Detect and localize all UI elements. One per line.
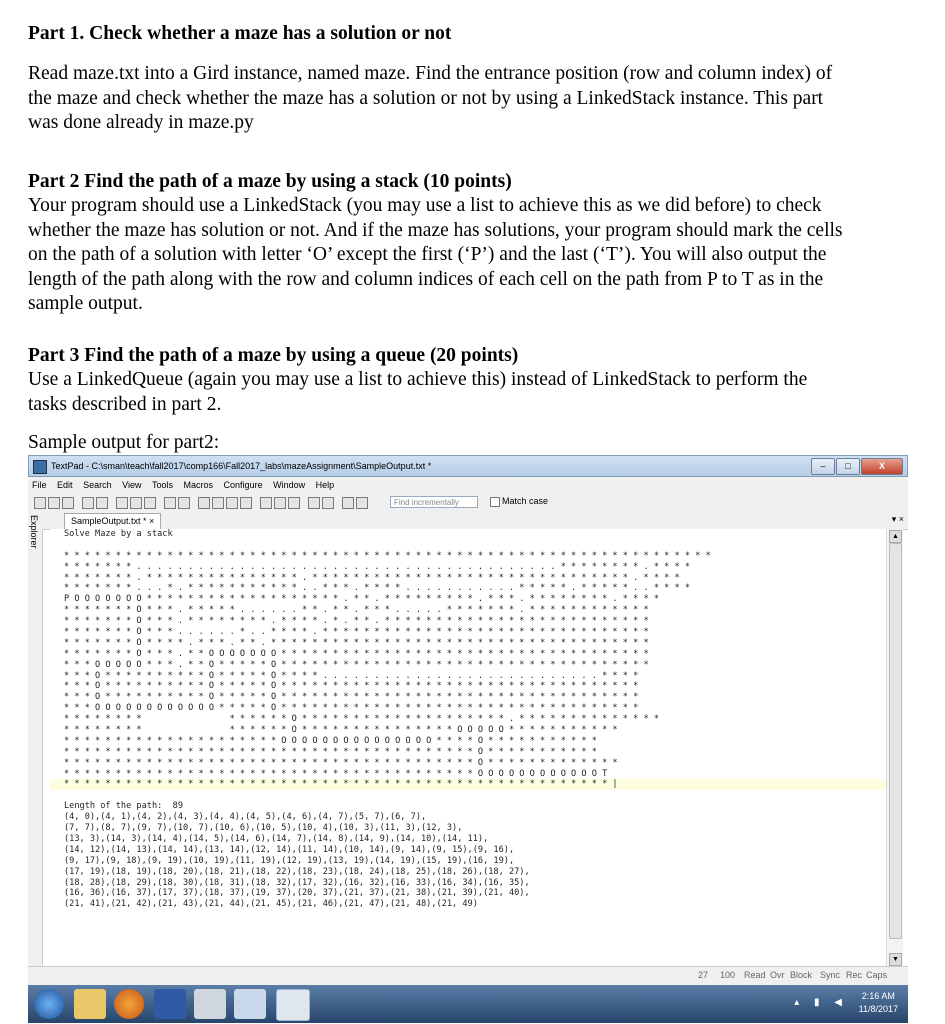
editor-line: * * * * * * * * * * * * * * * * * * * * * * * * * * * * * * * * * * * * * * * * * * * * * * * * * * * * * | — [50, 779, 886, 790]
editor-line: (14, 12),(14, 13),(14, 14),(13, 14),(12, 14),(11, 14),(10, 14),(9, 14),(9, 15),(9, 16), — [64, 844, 515, 855]
menu-configure[interactable]: Configure — [223, 480, 263, 490]
editor-line: * * * O O O O O * * * . * * O * * * * * O * * * * * * * * * * * * * * * * * * * * * * * * * * * * * * * * * * * * — [64, 659, 649, 670]
editor-line: * * * * * * * O * * * . * * O O O O O O O * * * * * * * * * * * * * * * * * * * * * * * * * * * * * * * * * * * * — [64, 648, 649, 659]
firefox-icon[interactable] — [114, 989, 144, 1019]
editor-line: (13, 3),(14, 3),(14, 4),(14, 5),(14, 6),(14, 7),(14, 8),(14, 9),(14, 10),(14, 11), — [64, 833, 489, 844]
menu-file[interactable]: File — [32, 480, 47, 490]
pilcrow-icon[interactable] — [240, 497, 252, 509]
save-icon[interactable] — [62, 497, 74, 509]
window-titlebar — [28, 455, 908, 477]
part1-title: Part 1. Check whether a maze has a solution or not — [28, 23, 452, 44]
editor-line: * * * * * * * . . . * . * * * * * * * * * * * . . * * * . * * * * . . . . . . . . . . . * * * * * . * * * * * . . * * * * — [64, 583, 691, 594]
record-macro-icon[interactable] — [342, 497, 354, 509]
editor-line: * * * * * * * O * * * * . * * * . * * . * * * * * * * * * * * * * * * * * * * * * * * * * * * * * * * * * * * * * — [64, 637, 649, 648]
menu-view[interactable]: View — [122, 480, 142, 490]
editor-line: * * * * * * * * * * * * * * * * * * * * * * * * * * * * * * * * * * * * * * * * O * * * * * * * * * * * * * — [64, 757, 618, 768]
scroll-thumb[interactable] — [889, 543, 902, 939]
editor-line: * * * * * * * * * * * * * * O * * * * * * * * * * * * * * * O O O O O * * * * * * * * * * * — [64, 725, 618, 736]
tools-icon[interactable] — [322, 497, 334, 509]
menu-search[interactable]: Search — [83, 480, 112, 490]
outdent-icon[interactable] — [212, 497, 224, 509]
close-button[interactable]: X — [861, 458, 903, 475]
status-block: Block — [790, 970, 813, 980]
textpad-app-icon — [33, 460, 47, 474]
editor-line: (4, 0),(4, 1),(4, 2),(4, 3),(4, 4),(4, 5),(4, 6),(4, 7),(5, 7),(6, 7), — [64, 812, 427, 823]
editor-line — [64, 540, 886, 551]
editor-line: * * * * * * * . . . . . . . . . . . . . . . . . . . . . . . . . . . . . . . . . . . . . . . . . * * * * * * * * . * * * * — [64, 561, 691, 572]
status-caps: Caps — [866, 970, 888, 980]
match-case-label: Match case — [502, 496, 549, 506]
print-preview-icon[interactable] — [96, 497, 108, 509]
system-tray-icons: ▴ ▮ ◀ — [794, 997, 848, 1008]
editor-line: * * * * * * * * * * * * * * * * * * * * * * * * * * * * * * * * * * * * * * * * O O O O O O O O O O O O T — [64, 768, 608, 779]
scroll-down-icon[interactable]: ▼ — [889, 953, 902, 966]
file-explorer-icon[interactable] — [74, 989, 106, 1019]
menu-bar — [28, 477, 908, 494]
textpad-window-screenshot — [28, 455, 908, 1024]
cut-icon[interactable] — [116, 497, 128, 509]
status-rec: Rec — [846, 970, 863, 980]
paint-icon[interactable] — [234, 989, 266, 1019]
sample-output-label: Sample output for part2: — [28, 432, 220, 453]
editor-line: Length of the path: 89 — [64, 801, 183, 812]
open-file-icon[interactable] — [48, 497, 60, 509]
minimize-button[interactable]: – — [811, 458, 835, 475]
menu-edit[interactable]: Edit — [57, 480, 73, 490]
explorer-label: Explorer — [29, 515, 39, 549]
editor-line: P O O O O O O O * * * * * * * * * * * * * * * * * * * . * * . * * * * * * * * * . * * * . * * * * * * * * . * * * * — [64, 594, 659, 605]
status-read: Read — [744, 970, 766, 980]
status-line: 27 — [698, 970, 709, 980]
menu-window[interactable]: Window — [273, 480, 306, 490]
editor-line: * * * * * * * * * * * * * * O * * * * * * * * * * * * * * * * * * * * . * * * * * * * * * * * * * * — [64, 714, 659, 725]
editor-line — [64, 790, 886, 801]
part3-body: Use a LinkedQueue (again you may use a list to achieve this) instead of LinkedStack to perform the tasks described in part 2. — [28, 369, 808, 415]
editor-line: (16, 36),(16, 37),(17, 37),(18, 37),(19, 37),(20, 37),(21, 37),(21, 38),(21, 39),(21, 40), — [64, 888, 530, 899]
word-wrap-icon[interactable] — [226, 497, 238, 509]
part2-title: Part 2 Find the path of a maze by using a stack (10 points) — [28, 171, 512, 192]
status-sync: Sync — [820, 970, 841, 980]
vertical-scrollbar[interactable] — [886, 529, 903, 967]
new-file-icon[interactable] — [34, 497, 46, 509]
print-icon[interactable] — [82, 497, 94, 509]
compare-icon[interactable] — [308, 497, 320, 509]
part1-body: Read maze.txt into a Gird instance, named maze. Find the entrance position (row and column index) of the maze and check whether the maze has a solution or not by using a LinkedStack instance. This part was done already in maze.py — [28, 63, 833, 133]
editor-line: (17, 19),(18, 19),(18, 20),(18, 21),(18, 22),(18, 23),(18, 24),(18, 25),(18, 26),(18, 27), — [64, 866, 530, 877]
copy-icon[interactable] — [130, 497, 142, 509]
tab-close-icon[interactable]: ▾ × — [891, 514, 904, 524]
explorer-panel[interactable] — [28, 511, 43, 971]
notepad-icon[interactable] — [194, 989, 226, 1019]
editor-line: * * * * * * * O * * * . * * * * * . . . . . . * * . * * . * * * . . . . . * * * * * * * . * * * * * * * * * * * * — [64, 605, 649, 616]
toolbar — [28, 493, 908, 512]
checkbox-icon — [490, 497, 500, 507]
status-ovr: Ovr — [770, 970, 785, 980]
editor-line: (7, 7),(8, 7),(9, 7),(10, 7),(10, 6),(10, 5),(10, 4),(10, 3),(11, 3),(12, 3), — [64, 823, 463, 834]
windows-taskbar — [28, 985, 908, 1023]
editor-line: * * * O * * * * * * * * * * O * * * * * O * * * * . . . . . . . . . . . . . . . . . . . . . . . . . . . * * * * — [64, 670, 639, 681]
editor-line: (18, 28),(18, 29),(18, 30),(18, 31),(18, 32),(17, 32),(16, 32),(16, 33),(16, 34),(16, 35), — [64, 877, 530, 888]
redo-icon[interactable] — [178, 497, 190, 509]
menu-macros[interactable]: Macros — [183, 480, 214, 490]
paste-icon[interactable] — [144, 497, 156, 509]
editor-line: Solve Maze by a stack — [64, 529, 173, 539]
editor-line: * * * O * * * * * * * * * * O * * * * * O * * * * * * * * * * * * * * * * * * * * * * * * * * * * * * * * * * * — [64, 681, 639, 692]
editor-line: * * * * * * * O * * * . * * * * * * * * . * * * * . * . * * . * * * * * * * * * * * * * * * * * * * * * * * * * * — [64, 616, 649, 627]
clock-date: 11/8/2017 — [858, 1004, 898, 1014]
editor-line: * * * O O O O O O O O O O O O * * * * * O * * * * * * * * * * * * * * * * * * * * * * * * * * * * * * * * * * * — [64, 703, 639, 714]
part3-title: Part 3 Find the path of a maze by using a queue (20 points) — [28, 345, 519, 366]
status-col: 100 — [720, 970, 736, 980]
status-bar — [28, 966, 908, 985]
match-case-checkbox[interactable] — [490, 496, 548, 507]
word-icon[interactable] — [154, 989, 186, 1019]
spell-check-icon[interactable] — [260, 497, 272, 509]
tab-sample-output[interactable]: SampleOutput.txt * × — [64, 513, 161, 529]
find-incrementally-input[interactable]: Find incrementally — [390, 496, 478, 508]
maximize-button[interactable]: □ — [836, 458, 860, 475]
find-in-files-icon[interactable] — [288, 497, 300, 509]
textpad-taskbar-icon[interactable] — [276, 989, 310, 1021]
document-tabs — [42, 511, 908, 530]
menu-tools[interactable]: Tools — [151, 480, 173, 490]
scroll-up-icon[interactable]: ▲ — [889, 530, 902, 543]
editor-line: * * * * * * * O * * * . . . . . . * . . * * * * . * * * * * * * * * * * * * * * * * * * * * * * * * * * * * * * * — [64, 627, 649, 638]
indent-icon[interactable] — [198, 497, 210, 509]
editor-line: * * * * * * * * * * * * * * * * * * * * * O O O O O O O O O O O O O O O * * * * O * * * * * * * * * * * — [64, 735, 597, 746]
editor-line: (21, 41),(21, 42),(21, 43),(21, 44),(21, 45),(21, 46),(21, 47),(21, 48),(21, 49) — [64, 899, 478, 910]
undo-icon[interactable] — [164, 497, 176, 509]
sort-icon[interactable] — [274, 497, 286, 509]
text-editor[interactable] — [50, 529, 886, 967]
clock-time: 2:16 AM — [861, 991, 895, 1001]
editor-line: * * * O * * * * * * * * * * O * * * * * O * * * * * * * * * * * * * * * * * * * * * * * * * * * * * * * * * * * — [64, 692, 639, 703]
start-button-icon[interactable] — [34, 989, 64, 1019]
part2-body: Your program should use a LinkedStack (you may use a list to achieve this as we did before) to check whether the maze has solution or not. And if the maze has solutions, your program should mark the cells on the path of a solution with letter ‘O’ except the first (‘P’) and the last (‘T’). You will also output the length of the path along with the row and column indices of each cell on the path from P to T as in the sample output. — [28, 195, 843, 314]
editor-line: (9, 17),(9, 18),(9, 19),(10, 19),(11, 19),(12, 19),(13, 19),(14, 19),(15, 19),(16, 19), — [64, 855, 515, 866]
editor-line: * * * * * * * * * * * * * * * * * * * * * * * * * * * * * * * * * * * * * * * * O * * * * * * * * * * * — [64, 746, 597, 757]
play-macro-icon[interactable] — [356, 497, 368, 509]
editor-line: * * * * * * * * * * * * * * * * * * * * * * * * * * * * * * * * * * * * * * * * * * * * * * * * * * * * * * * * * * * * * * * — [64, 550, 711, 561]
system-clock — [859, 990, 898, 1016]
window-title: TextPad - C:\sman\teach\fall2017\comp166\Fall2017_labs\mazeAssignment\SampleOutput.txt * — [51, 461, 432, 471]
editor-line: * * * * * * * . * * * * * * * * * * * * * * * . * * * * * * * * * * * * * * * * * * * * * * * * * * * * * * * . * * * * — [64, 572, 680, 583]
menu-help[interactable]: Help — [315, 480, 335, 490]
